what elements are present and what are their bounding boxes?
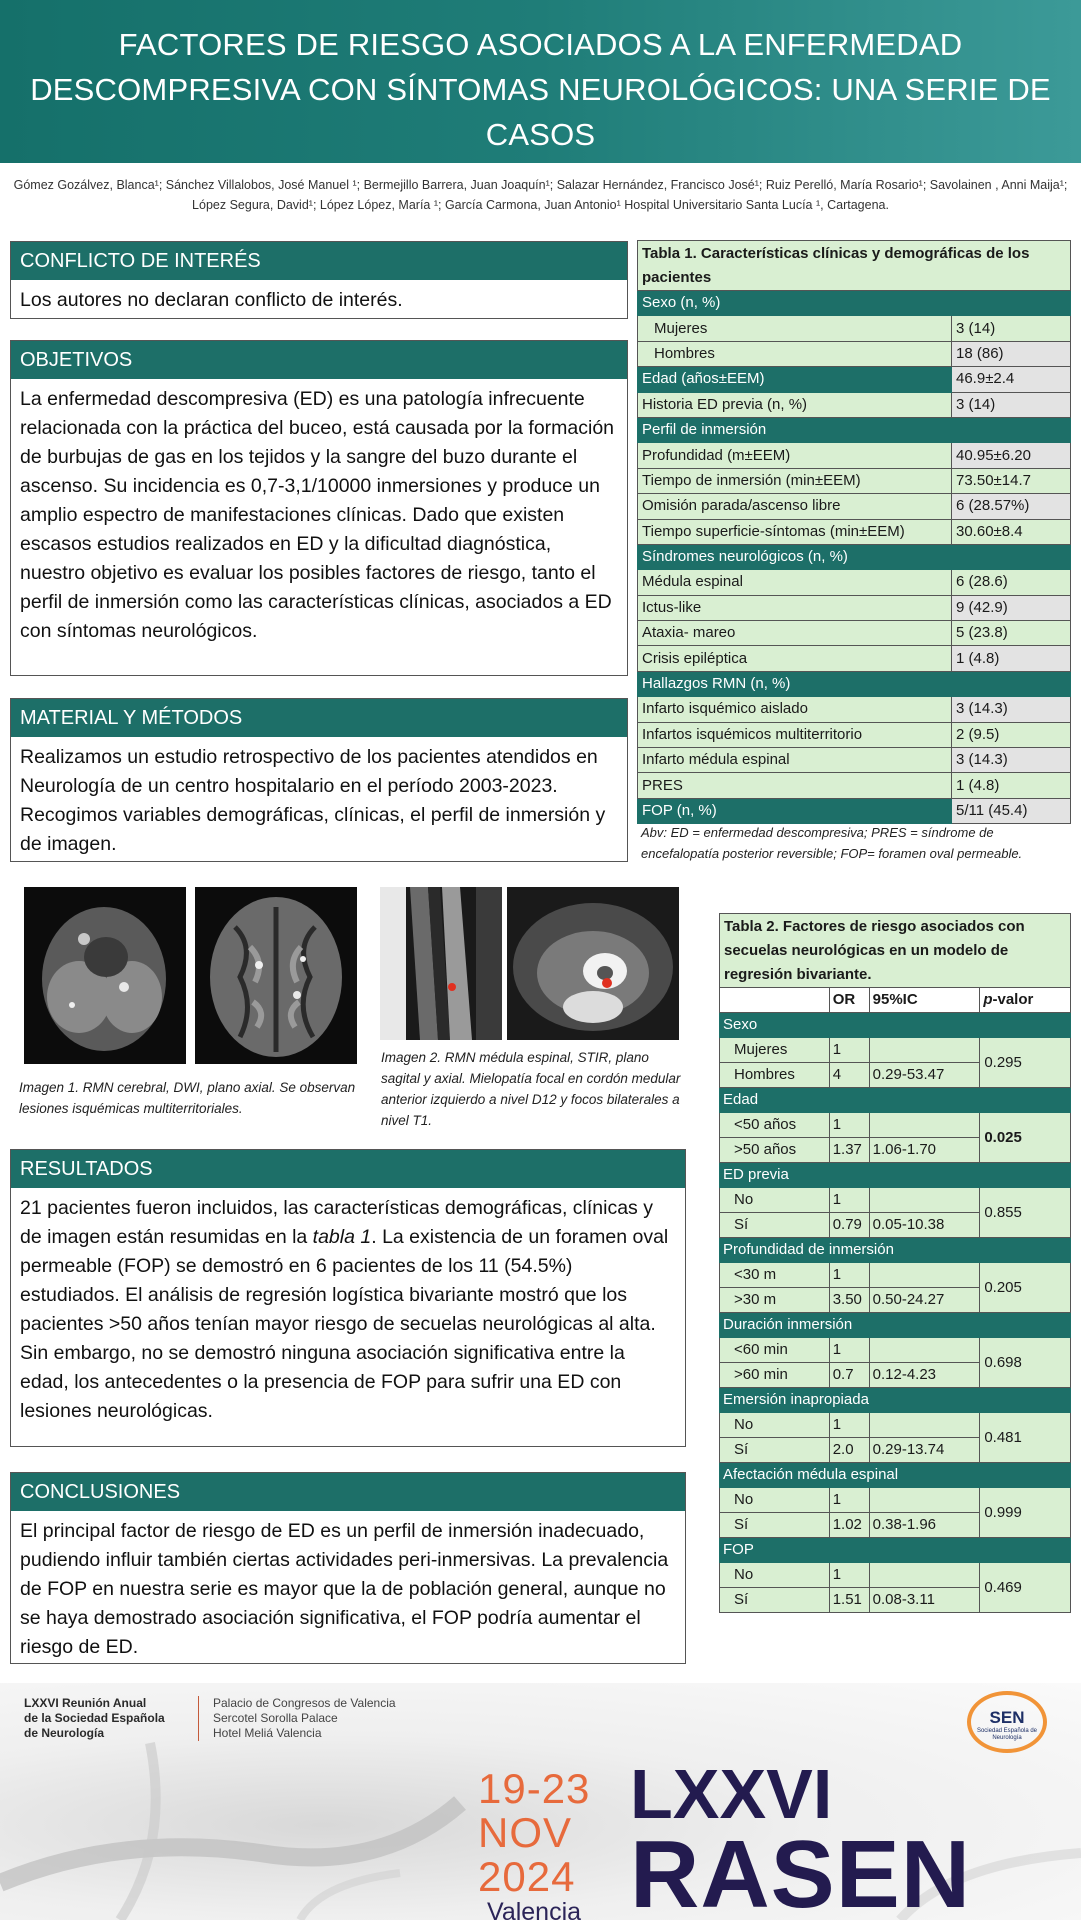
table-2-group-row	[720, 1088, 1071, 1113]
table-2-p-value: 0.999	[980, 1488, 1071, 1538]
table-2-label: Hombres	[720, 1063, 830, 1088]
table-2-label: Sí	[720, 1588, 830, 1613]
table-1-row	[638, 494, 1071, 519]
table-1-row	[638, 646, 1071, 671]
brain-scan-graphic	[195, 887, 357, 1064]
table-2-group-name: Duración inmersión	[720, 1313, 1071, 1338]
table-2-label: No	[720, 1188, 830, 1213]
table-2-or: 1	[829, 1113, 869, 1138]
table-2-group-row	[720, 1463, 1071, 1488]
table-1-value: 5 (23.8)	[952, 621, 1071, 646]
table-2-label: <60 min	[720, 1338, 830, 1363]
table-2-group-row	[720, 1538, 1071, 1563]
table-1-label: Tiempo de inmersión (min±EEM)	[638, 468, 952, 493]
table-2-label: No	[720, 1413, 830, 1438]
meeting-venues	[198, 1696, 396, 1741]
table-2-or: 4	[829, 1063, 869, 1088]
table-2-group-row	[720, 1013, 1071, 1038]
table-2-ci: 0.12-4.23	[869, 1363, 980, 1388]
table-1-row	[638, 671, 1071, 696]
table-1-label: Edad (años±EEM)	[638, 367, 952, 392]
table-2-header-ic: 95%IC	[869, 988, 980, 1013]
table-2-label: >50 años	[720, 1138, 830, 1163]
table-2-group-name: Afectación médula espinal	[720, 1463, 1071, 1488]
table-2-label: No	[720, 1563, 830, 1588]
brand-lxxvi: LXXVI	[630, 1755, 833, 1833]
table-2-ci	[869, 1038, 980, 1063]
table-2-row	[720, 1488, 1071, 1513]
table-1-label: PRES	[638, 773, 952, 798]
table-1-value: 30.60±8.4	[952, 519, 1071, 544]
table-1-label: Infarto isquémico aislado	[638, 697, 952, 722]
table-2-or: 1	[829, 1563, 869, 1588]
table-2-label: >60 min	[720, 1363, 830, 1388]
table-2-row	[720, 1338, 1071, 1363]
methods-heading: MATERIAL Y MÉTODOS	[11, 699, 627, 737]
poster-title: FACTORES DE RIESGO ASOCIADOS A LA ENFERMEDAD DESCOMPRESIVA CON SÍNTOMAS NEUROLÓGICOS: UNA SERIE DE CASOS	[30, 27, 1051, 152]
table-1-row	[638, 570, 1071, 595]
table-1-row	[638, 291, 1071, 316]
brain-mri-image-2	[195, 887, 357, 1064]
table-2-or: 1.51	[829, 1588, 869, 1613]
table-2-or: 1	[829, 1488, 869, 1513]
table-1-value: 18 (86)	[952, 341, 1071, 366]
sen-logo	[967, 1691, 1047, 1753]
table-2-group-name: Profundidad de inmersión	[720, 1238, 1071, 1263]
table-1-footnote: Abv: ED = enfermedad descompresiva; PRES = síndrome de encefalopatía posterior reversible; FOP= foramen oval permeable.	[641, 825, 1023, 861]
table-2-row	[720, 1563, 1071, 1588]
table-2-or: 0.79	[829, 1213, 869, 1238]
table-2-or: 1	[829, 1413, 869, 1438]
results-section	[10, 1149, 686, 1447]
table-2-p-value: 0.481	[980, 1413, 1071, 1463]
brain-mri-image-1	[24, 887, 186, 1064]
table-2-row	[720, 1413, 1071, 1438]
p-rest: -valor	[992, 991, 1034, 1008]
objectives-text: La enfermedad descompresiva (ED) es una patología infrecuente relacionada con la práctica del buceo, está causada por la formación de burbujas de gas en los tejidos y la sangre del buzo durante el ascenso. Su incidencia es 0,7-3,1/10000 inmersiones y produce un amplio espectro de manifestaciones clínicas. Dado que existen escasos estudios realizados en ED y la dificultad diagnóstica, nuestro objetivo es evaluar los posibles factores de riesgo, tanto el perfil de inmersión como las características clínicas, asociados a ED con síntomas neurológicos.	[20, 388, 615, 642]
table-1-value: 40.95±6.20	[952, 443, 1071, 468]
table-1-value: 3 (14.3)	[952, 697, 1071, 722]
table-2-label: >30 m	[720, 1288, 830, 1313]
table-2-p-value: 0.025	[980, 1113, 1071, 1163]
brand-rasen: RASEN	[630, 1821, 972, 1920]
table-2-label: Sí	[720, 1513, 830, 1538]
table-1-row	[638, 367, 1071, 392]
table-2-or: 1.02	[829, 1513, 869, 1538]
table-1-value: 2 (9.5)	[952, 722, 1071, 747]
meeting-dates	[478, 1767, 590, 1899]
table-1-row	[638, 748, 1071, 773]
authors-line: Gómez Gozálvez, Blanca¹; Sánchez Villalobos, José Manuel ¹; Bermejillo Barrera, Juan Joaquín¹; Salazar Hernández, Francisco José¹; Ruiz Perelló, María Rosario¹; Savolainen , Anni Maija¹; López Segura, David¹; López López, María ¹; García Carmona, Juan Antonio¹ Hospital Universitario Santa Lucía ¹, Cartagena.	[13, 178, 1068, 212]
table-2-or: 2.0	[829, 1438, 869, 1463]
table-2-or: 1	[829, 1338, 869, 1363]
table-1-label: Ictus-like	[638, 595, 952, 620]
table-2-p-value: 0.698	[980, 1338, 1071, 1388]
image-2-caption: Imagen 2. RMN médula espinal, STIR, plano sagital y axial. Mielopatía focal en cordón medular anterior izquierdo a nivel D12 y focos bilaterales a nivel T1.	[381, 1050, 681, 1128]
table-2-p-value: 0.855	[980, 1188, 1071, 1238]
results-text-em: tabla 1	[312, 1226, 372, 1248]
table-2-group-row	[720, 1163, 1071, 1188]
spine-mri-axial	[507, 887, 679, 1040]
table-1-caption: Tabla 1. Características clínicas y demográficas de los pacientes	[638, 241, 1071, 291]
p-letter: p	[983, 991, 993, 1008]
table-2-group-name: FOP	[720, 1538, 1071, 1563]
objectives-heading: OBJETIVOS	[11, 341, 627, 379]
table-2-group-row	[720, 1388, 1071, 1413]
table-1-label: Profundidad (m±EEM)	[638, 443, 952, 468]
conclusions-text: El principal factor de riesgo de ED es un perfil de inmersión inadecuado, pudiendo influir también ciertas actividades peri-inmersivas. La prevalencia de FOP en nuestra serie es mayor que la de población general, aunque no se haya demostrado asociación significativa, el FOP podría aumentar el riesgo de ED.	[20, 1520, 669, 1658]
table-2-label: Mujeres	[720, 1038, 830, 1063]
table-2-caption: Tabla 2. Factores de riesgo asociados con secuelas neurológicas en un modelo de regresión bivariante.	[720, 914, 1071, 988]
table-2-group-name: ED previa	[720, 1163, 1071, 1188]
table-1-label: Infartos isquémicos multiterritorio	[638, 722, 952, 747]
methods-text: Realizamos un estudio retrospectivo de los pacientes atendidos en Neurología de un centro hospitalario en el período 2003-2023. Recogimos variables demográficas, clínicas, el perfil de inmersión y de imagen.	[20, 746, 606, 855]
table-1-value: 9 (42.9)	[952, 595, 1071, 620]
table-2-ci	[869, 1488, 980, 1513]
meeting-line-2: de la Sociedad Española	[24, 1711, 165, 1725]
table-2-group-row	[720, 1313, 1071, 1338]
venue-line-3: Hotel Meliá Valencia	[213, 1726, 322, 1740]
table-2-ci: 0.08-3.11	[869, 1588, 980, 1613]
brain-scan-graphic	[24, 887, 186, 1064]
table-1-row	[638, 595, 1071, 620]
conflict-text: Los autores no declaran conflicto de interés.	[20, 289, 403, 311]
table-1-label: Sexo (n, %)	[638, 291, 1071, 316]
venue-line-1: Palacio de Congresos de Valencia	[213, 1696, 396, 1710]
meeting-line-1: LXXVI Reunión Anual	[24, 1696, 147, 1710]
table-2-ci	[869, 1413, 980, 1438]
table-1-row	[638, 417, 1071, 442]
table-2-group-name: Emersión inapropiada	[720, 1388, 1071, 1413]
table-2-header-p	[980, 988, 1071, 1013]
table-1-label: Hallazgos RMN (n, %)	[638, 671, 1071, 696]
table-1-value: 46.9±2.4	[952, 367, 1071, 392]
conflict-heading: CONFLICTO DE INTERÉS	[11, 242, 627, 280]
table-2-p-value: 0.469	[980, 1563, 1071, 1613]
table-1-row	[638, 468, 1071, 493]
sen-logo-subtext: Sociedad Española de Neurología	[976, 1728, 1038, 1741]
table-2	[719, 913, 1071, 1613]
conflict-section	[10, 241, 628, 319]
table-1-label: Mujeres	[638, 316, 952, 341]
venue-line-2: Sercotel Sorolla Palace	[213, 1711, 338, 1725]
table-1-row	[638, 798, 1071, 823]
conclusions-heading: CONCLUSIONES	[11, 1473, 685, 1511]
table-2-or: 1	[829, 1038, 869, 1063]
table-1-label: Infarto médula espinal	[638, 748, 952, 773]
table-2-row	[720, 1113, 1071, 1138]
table-2-row	[720, 1263, 1071, 1288]
table-2-label: <30 m	[720, 1263, 830, 1288]
table-1-value: 1 (4.8)	[952, 773, 1071, 798]
table-1-row	[638, 316, 1071, 341]
table-1-value: 6 (28.57%)	[952, 494, 1071, 519]
results-heading: RESULTADOS	[11, 1150, 685, 1188]
spine-mri-sagittal	[380, 887, 502, 1040]
table-1-row	[638, 519, 1071, 544]
table-2-ci	[869, 1188, 980, 1213]
table-2-ci	[869, 1113, 980, 1138]
table-2-ci	[869, 1263, 980, 1288]
table-1-label: FOP (n, %)	[638, 798, 952, 823]
table-2-label: No	[720, 1488, 830, 1513]
table-1-row	[638, 773, 1071, 798]
table-2-group-name: Sexo	[720, 1013, 1071, 1038]
table-2-or: 0.7	[829, 1363, 869, 1388]
table-2-ci: 0.38-1.96	[869, 1513, 980, 1538]
table-2-p-value: 0.205	[980, 1263, 1071, 1313]
table-1-row	[638, 621, 1071, 646]
date-line-3: 2024	[478, 1853, 576, 1900]
table-1-label: Omisión parada/ascenso libre	[638, 494, 952, 519]
table-1-label: Médula espinal	[638, 570, 952, 595]
results-text-b: . La existencia de un foramen oval permeable (FOP) se demostró en 6 pacientes de los 11 (54.5%) estudiados. El análisis de regresión logística bivariante mostró que los pacientes >50 años tenían mayor riesgo de secuelas neurológicas al alta. Sin embargo, no se demostró ninguna asociación significativa entre la edad, los antecedentes o la presencia de FOP para sufrir una ED con lesiones neurológicas.	[20, 1226, 669, 1422]
sen-logo-text: SEN	[989, 1708, 1025, 1727]
table-1-value: 1 (4.8)	[952, 646, 1071, 671]
results-text	[11, 1188, 685, 1426]
table-1-value: 5/11 (45.4)	[952, 798, 1071, 823]
table-2-or: 3.50	[829, 1288, 869, 1313]
meeting-name	[24, 1696, 165, 1741]
table-2-ci: 0.05-10.38	[869, 1213, 980, 1238]
table-1-value: 73.50±14.7	[952, 468, 1071, 493]
table-1-value: 3 (14)	[952, 392, 1071, 417]
table-1-label: Historia ED previa (n, %)	[638, 392, 952, 417]
table-2-header-or: OR	[829, 988, 869, 1013]
table-2-label: Sí	[720, 1438, 830, 1463]
spine-scan-graphic	[380, 887, 502, 1040]
objectives-section	[10, 340, 628, 676]
methods-section	[10, 698, 628, 862]
table-1-label: Tiempo superficie-síntomas (min±EEM)	[638, 519, 952, 544]
meeting-city: Valencia	[487, 1898, 582, 1920]
table-2-ci: 0.50-24.27	[869, 1288, 980, 1313]
date-line-2: NOV	[478, 1809, 573, 1856]
table-2-ci: 0.29-13.74	[869, 1438, 980, 1463]
table-2-group-name: Edad	[720, 1088, 1071, 1113]
table-2-row	[720, 1188, 1071, 1213]
table-1-row	[638, 341, 1071, 366]
table-1-row	[638, 544, 1071, 569]
table-1-row	[638, 697, 1071, 722]
table-2-ci	[869, 1338, 980, 1363]
table-2-group-row	[720, 1238, 1071, 1263]
table-2-or: 1	[829, 1188, 869, 1213]
table-2-row	[720, 1038, 1071, 1063]
table-1-label: Perfil de inmersión	[638, 417, 1071, 442]
table-1-value: 6 (28.6)	[952, 570, 1071, 595]
table-1-label: Hombres	[638, 341, 952, 366]
image-1-caption: Imagen 1. RMN cerebral, DWI, plano axial. Se observan lesiones isquémicas multiterritoriales.	[19, 1080, 356, 1116]
table-1-label: Síndromes neurológicos (n, %)	[638, 544, 1071, 569]
table-2-or: 1.37	[829, 1138, 869, 1163]
table-2-label: <50 años	[720, 1113, 830, 1138]
table-1-label: Ataxia- mareo	[638, 621, 952, 646]
results-text-a: 21 pacientes fueron incluidos, las características demográficas, clínicas y de imagen están resumidas en la	[20, 1197, 653, 1248]
table-1-value: 3 (14.3)	[952, 748, 1071, 773]
table-2-ci: 0.29-53.47	[869, 1063, 980, 1088]
table-1	[637, 240, 1071, 824]
meeting-line-3: de Neurología	[24, 1726, 105, 1740]
table-2-ci: 1.06-1.70	[869, 1138, 980, 1163]
date-line-1: 19-23	[478, 1765, 591, 1812]
table-2-ci	[869, 1563, 980, 1588]
table-2-label: Sí	[720, 1213, 830, 1238]
table-2-header-empty	[720, 988, 830, 1013]
conclusions-section	[10, 1472, 686, 1664]
table-2-or: 1	[829, 1263, 869, 1288]
congress-footer	[0, 1683, 1081, 1920]
table-1-row	[638, 392, 1071, 417]
table-1-value: 3 (14)	[952, 316, 1071, 341]
table-1-row	[638, 722, 1071, 747]
table-1-row	[638, 443, 1071, 468]
table-1-label: Crisis epiléptica	[638, 646, 952, 671]
poster-header	[0, 0, 1081, 163]
spine-axial-graphic	[507, 887, 679, 1040]
table-2-p-value: 0.295	[980, 1038, 1071, 1088]
